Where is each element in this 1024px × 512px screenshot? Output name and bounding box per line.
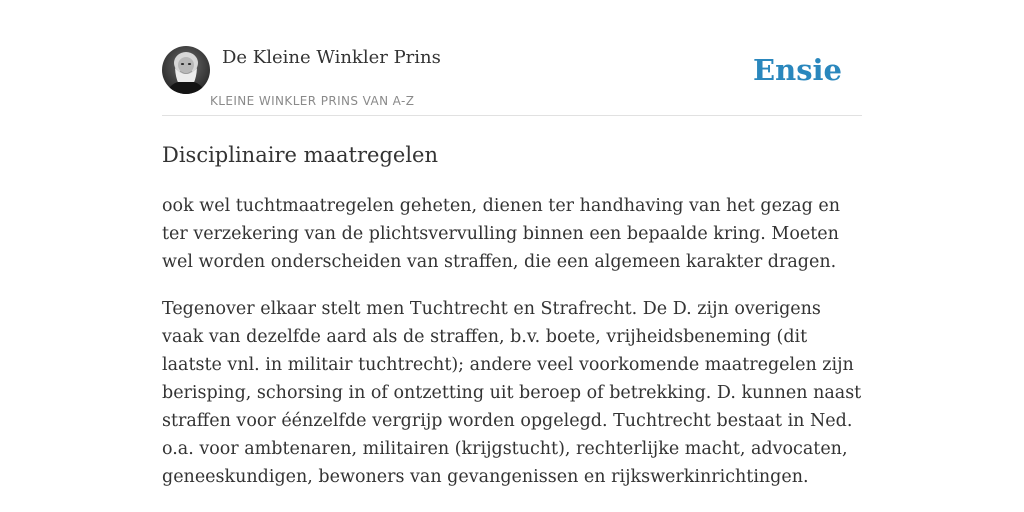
article-body: [162, 192, 862, 510]
collection-name[interactable]: KLEINE WINKLER PRINS VAN A-Z: [210, 94, 415, 108]
author-name[interactable]: De Kleine Winkler Prins: [222, 47, 441, 68]
author-avatar[interactable]: [162, 46, 210, 94]
page: [162, 0, 862, 487]
article-paragraph: Tegenover elkaar stelt men Tuchtrecht en Strafrecht. De D. zijn overigens vaak van dezelfde aard als de straffen, b.v. boete, vrijheidsbeneming (dit laatste vnl. in militair tuchtrecht); andere veel voorkomende maatregelen zijn berisping, schorsing in of ontzetting uit beroep of betrekking. D. kunnen naast straffen voor éénzelfde vergrijp worden opgelegd. Tuchtrecht bestaat in Ned. o.a. voor ambtenaren, militairen (krijgstucht), rechterlijke macht, advocaten, geneeskundigen, bewoners van gevangenissen en rijkswerkinrichtingen.: [162, 299, 862, 487]
header: [162, 0, 862, 116]
article-paragraph: ook wel tuchtmaatregelen geheten, dienen ter handhaving van het gezag en ter verzekering van de plichtsvervulling binnen een bepaalde kring. Moeten wel worden onderscheiden van straffen, die een algemeen karakter dragen.: [162, 196, 840, 272]
article-title: Disciplinaire maatregelen: [162, 143, 438, 167]
brand-logo[interactable]: Ensie: [753, 53, 842, 87]
